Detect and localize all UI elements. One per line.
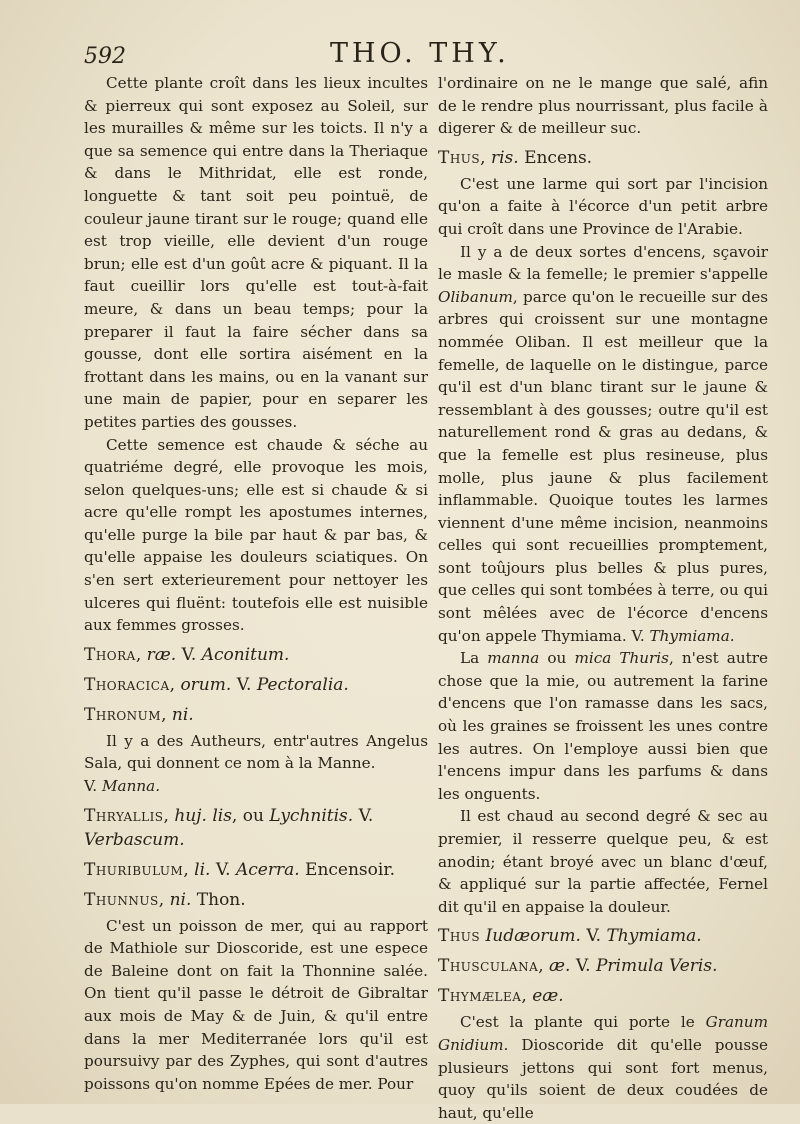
paragraph: Il y a des Autheurs, entr'autres Angelus Sala, qui donnent ce nom à la Manne. [84, 731, 428, 773]
dictionary-entry: Thunnus, ni. Thon. [84, 889, 246, 910]
french-translation: Encensoir. [305, 859, 395, 880]
dictionary-entry: Thronum, ni. [84, 704, 194, 725]
latin-term: Granum Gnidium. [438, 1013, 768, 1054]
cross-reference: Manna. [101, 777, 161, 796]
see-reference: V. [358, 805, 374, 826]
see-reference: V. [84, 777, 98, 796]
dictionary-entry [438, 924, 768, 948]
headword: Thus [438, 926, 481, 947]
paragraph: l'ordinaire on ne le mange que salé, afin de le rendre plus nourrissant, plus facile à digerer & de meilleur suc. [438, 74, 768, 138]
see-reference: V. [586, 926, 602, 947]
dictionary-entry: Thymælea, eæ. [438, 986, 564, 1007]
dictionary-entry: Thoracica, orum. V. Pectoralia. [84, 674, 349, 695]
paragraph: Cette semence est chaude & séche au quatriéme degré, elle provoque les mois, selon quelques-uns; elle est si chaude & si acre qu'elle rompt les apostumes internes, qu'elle purge la bile par haut & par bas, & qu'elle appaise les douleurs sciatiques. On s'en sert exterieurement pour nettoyer les ulceres qui fluënt: toutefois elle est nuisible aux femmes grosses. [84, 435, 428, 635]
cross-reference: Aconitum. [201, 644, 290, 665]
see-reference: V. [575, 956, 591, 977]
dictionary-entry: Thus, ris. Encens. [438, 147, 593, 168]
see-reference: V. [181, 644, 197, 665]
right-column [438, 72, 768, 1124]
running-head: THO. THY. [330, 38, 510, 69]
cross-reference: Thymiama. [606, 926, 702, 947]
headword: Thus [438, 147, 481, 168]
french-translation: Encens. [524, 147, 593, 168]
text-run: , n'est autre chose que la mie, ou autrement la farine d'encens que l'on ramasse dans les sacs, où les graines se froissent les unes contre les autres. On l'employe aussi bien que l'encens impur dans les parfums & dans les onguents. [438, 649, 768, 803]
paragraph [438, 241, 768, 648]
genitive: huj. lis [174, 805, 232, 826]
page-header [0, 38, 800, 72]
genitive: ni. [171, 704, 194, 725]
paragraph [438, 647, 768, 805]
genitive: orum. [180, 674, 232, 695]
dictionary-entry: Thryallis, huj. lis, ou Lychnitis. V. Verbascum. [84, 805, 374, 850]
latin-term: Olibanum [438, 287, 513, 306]
genitive: eæ. [532, 986, 564, 1007]
headword: Thronum [84, 704, 162, 725]
paragraph: C'est une larme qui sort par l'incision qu'on a faite à l'écorce d'un petit arbre qui croît dans une Province de l'Arabie. [438, 174, 768, 238]
dictionary-entry: Thora, ræ. V. Aconitum. [84, 644, 290, 665]
left-column [84, 72, 428, 1095]
cross-reference: Pectoralia. [256, 674, 349, 695]
paragraph: Cette plante croît dans les lieux incultes & pierreux qui sont exposez au Soleil, sur les murailles & même sur les toicts. Il n'y a que sa semence qui entre dans la Theriaque & dans le Mithridat, elle est ronde, longuette & tant soit peu pointuë, de couleur jaune tirant sur le rouge; quand elle est trop vieille, elle devient d'un rouge brun; elle est d'un goût acre & piquant. Il la faut cueillir lors qu'elle est tout-à-fait meure, & dans un beau temps; pour la preparer il faut la faire sécher dans sa gousse, dont elle sortira aisément en la frottant dans les mains, ou en la vanant sur une main de papier, pour en separer les petites parties des gousses. [84, 74, 428, 431]
text-run: La [460, 649, 480, 668]
genitive: ni. [169, 889, 192, 910]
headword: Thusculana [438, 956, 539, 977]
genitive: li. [194, 859, 211, 880]
text-run: ou [547, 649, 567, 668]
genitive: æ. [549, 956, 571, 977]
dictionary-entry: Thusculana, æ. V. Primula Veris. [438, 956, 718, 977]
dictionary-entry: Thuribulum, li. V. Acerra. Encensoir. [84, 859, 395, 880]
headword: Thryallis [84, 805, 164, 826]
latin-term: manna [487, 649, 540, 668]
paragraph: Il est chaud au second degré & sec au premier, il resserre quelque peu, & est anodin; étant broyé avec un blanc d'œuf, & appliqué sur la partie affectée, Fernel dit qu'il en appaise la douleur. [438, 807, 768, 916]
alternate-name: Lychnitis. [269, 805, 354, 826]
paragraph: C'est un poisson de mer, qui au rapport de Mathiole sur Dioscoride, est une espece de Baleine dont on fait la Thonnine salée. On tient qu'il passe le détroit de Gibraltar aux mois de May & de Juin, & qu'il entre dans la mer Mediterranée lors qu'il est poursuivy par des Zyphes, qui sont d'autres poissons qu'on nomme Epées de mer. Pour [84, 916, 428, 1093]
see-reference: V. [236, 674, 252, 695]
page-number: 592 [84, 44, 126, 69]
latin-term: mica Thuris [574, 649, 669, 668]
text-run: C'est la plante qui porte le [460, 1013, 695, 1032]
cross-reference: Thymiama. [649, 626, 735, 645]
headword: Thymælea [438, 986, 522, 1007]
french-translation: Thon. [196, 889, 246, 910]
text-run: , parce qu'on le recueille sur des arbres qui croissent sur une montagne nommée Oliban. Il est meilleur que la femelle, de laquelle on le distingue, parce qu'il est d'un blanc tirant sur le jaune & ressemblant à des gousses; outre qu'il est naturellement rond & gras au dedans, & que la femelle est plus resineuse, plus molle, plus jaune & plus facilement inflammable. Quoique toutes les larmes viennent d'une même incision, neanmoins celles qui sont recueillies promptement, sont toûjours plus belles & plus pures, que celles qui sont tombées à terre, ou qui sont mêlées avec de l'écorce d'encens qu'on appele Thymiama. [438, 287, 768, 645]
see-reference: V. [215, 859, 231, 880]
cross-reference: Acerra. [235, 859, 300, 880]
headword: Thora [84, 644, 136, 665]
headword: Thuribulum [84, 859, 184, 880]
genitive: Iudæorum. [485, 926, 581, 947]
genitive: ris. [490, 147, 519, 168]
paragraph [438, 1011, 768, 1124]
headword: Thunnus [84, 889, 159, 910]
cross-reference: Primula Veris. [595, 956, 718, 977]
text-run: Il y a de deux sortes d'encens, sçavoir le masle & la femelle; le premier s'appelle [438, 242, 768, 284]
headword: Thoracica [84, 674, 170, 695]
see-reference: V. [631, 626, 645, 645]
text-run: Dioscoride dit qu'elle pousse plusieurs jettons qui sont fort menus, quoy qu'ils soient de deux coudées de haut, qu'elle [438, 1035, 768, 1122]
paragraph [84, 775, 428, 798]
genitive: ræ. [146, 644, 177, 665]
conjunction: ou [242, 805, 264, 826]
cross-reference: Verbascum. [84, 829, 185, 850]
